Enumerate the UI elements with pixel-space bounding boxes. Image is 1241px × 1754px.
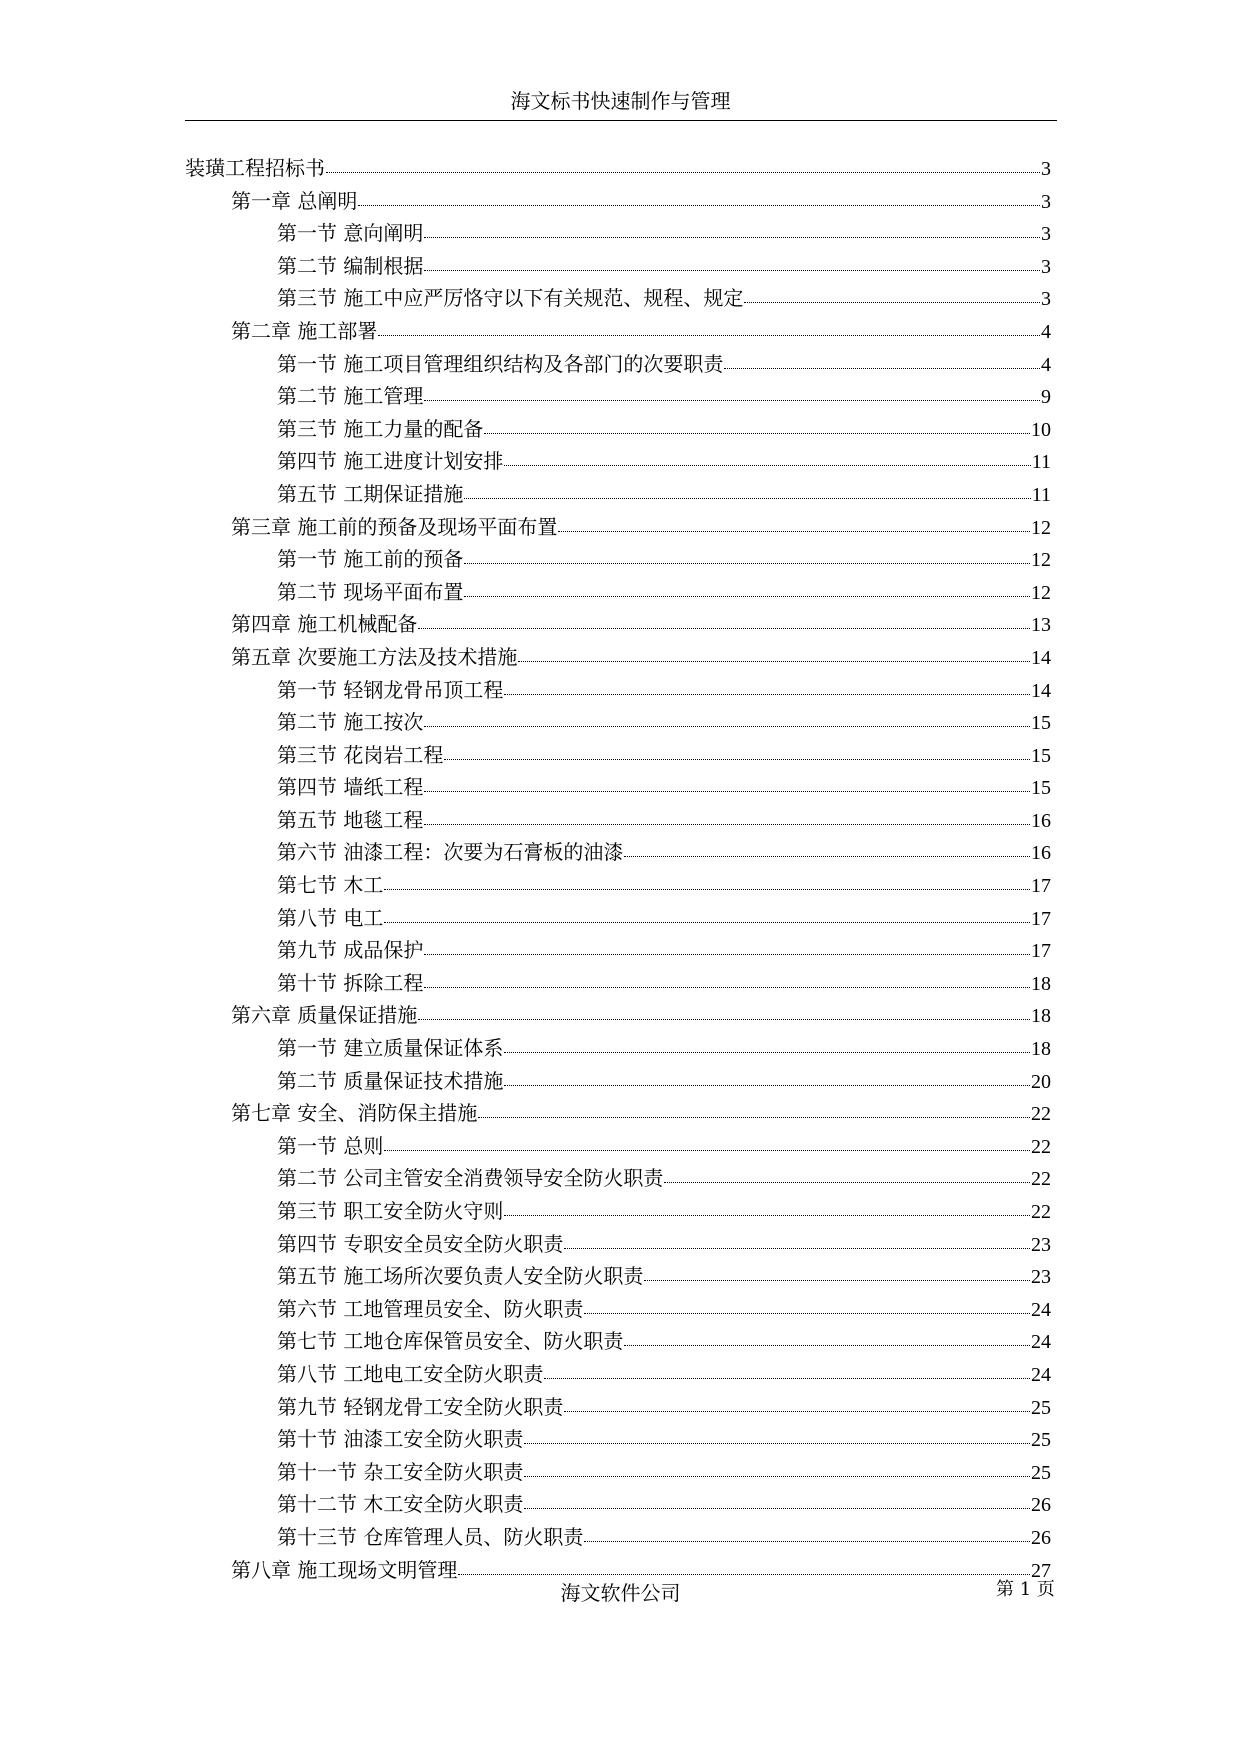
toc-dot-leader bbox=[564, 1247, 1030, 1249]
toc-entry[interactable] bbox=[185, 350, 1051, 383]
toc-entry[interactable] bbox=[185, 1164, 1051, 1197]
toc-entry-page: 11 bbox=[1031, 483, 1051, 506]
toc-entry-page: 3 bbox=[1041, 255, 1051, 278]
toc-entry-label: 装璜工程招标书 bbox=[185, 156, 325, 180]
page-header-title: 海文标书快速制作与管理 bbox=[510, 89, 731, 113]
toc-entry[interactable] bbox=[185, 480, 1051, 513]
toc-entry-label: 第一节 轻钢龙骨吊顶工程 bbox=[277, 677, 504, 702]
toc-entry-label: 第十二节 木工安全防火职责 bbox=[277, 1492, 524, 1517]
toc-entry-label: 第六节 工地管理员安全、防火职责 bbox=[277, 1296, 584, 1321]
toc-entry-page: 24 bbox=[1031, 1298, 1051, 1321]
toc-entry[interactable] bbox=[185, 154, 1051, 187]
toc-entry-label: 第二节 现场平面布置 bbox=[277, 579, 464, 604]
toc-entry-page: 22 bbox=[1031, 1135, 1051, 1158]
toc-entry[interactable] bbox=[185, 1490, 1051, 1523]
toc-entry-page: 22 bbox=[1031, 1103, 1051, 1126]
toc-dot-leader bbox=[424, 986, 1030, 988]
toc-dot-leader bbox=[584, 1312, 1030, 1314]
toc-entry[interactable] bbox=[185, 610, 1051, 643]
toc-entry-label: 第七章 安全、消防保主措施 bbox=[231, 1101, 478, 1126]
toc-dot-leader bbox=[524, 1475, 1030, 1477]
toc-dot-leader bbox=[326, 171, 1040, 173]
toc-entry-label: 第二节 编制根据 bbox=[277, 253, 424, 278]
toc-dot-leader bbox=[424, 953, 1030, 955]
toc-entry-label: 第三章 施工前的预备及现场平面布置 bbox=[231, 514, 558, 539]
toc-entry[interactable] bbox=[185, 1034, 1051, 1067]
toc-dot-leader bbox=[484, 432, 1030, 434]
toc-entry-page: 3 bbox=[1041, 190, 1051, 213]
header-divider bbox=[185, 120, 1057, 121]
toc-entry[interactable] bbox=[185, 1099, 1051, 1132]
toc-dot-leader bbox=[418, 1018, 1030, 1020]
toc-entry-label: 第三节 施工力量的配备 bbox=[277, 416, 484, 441]
toc-entry[interactable] bbox=[185, 578, 1051, 611]
toc-dot-leader bbox=[584, 1540, 1030, 1542]
toc-entry-label: 第七节 工地仓库保管员安全、防火职责 bbox=[277, 1329, 624, 1354]
toc-entry-label: 第三节 职工安全防火守则 bbox=[277, 1199, 504, 1223]
toc-entry[interactable] bbox=[185, 1458, 1051, 1491]
toc-entry-page: 25 bbox=[1031, 1461, 1051, 1484]
toc-entry[interactable] bbox=[185, 838, 1051, 871]
toc-entry[interactable] bbox=[185, 741, 1051, 774]
toc-entry-label: 第八章 施工现场文明管理 bbox=[231, 1557, 458, 1582]
toc-entry[interactable] bbox=[185, 545, 1051, 578]
toc-entry-page: 22 bbox=[1031, 1168, 1051, 1191]
toc-entry[interactable] bbox=[185, 969, 1051, 1002]
toc-entry-label: 第三节 施工中应严厉恪守以下有关规范、规程、规定 bbox=[277, 286, 744, 311]
toc-entry-page: 18 bbox=[1031, 1005, 1051, 1028]
toc-entry[interactable] bbox=[185, 1230, 1051, 1263]
toc-entry[interactable] bbox=[185, 1067, 1051, 1100]
toc-entry-page: 26 bbox=[1031, 1494, 1051, 1517]
toc-entry-label: 第八节 工地电工安全防火职责 bbox=[277, 1361, 544, 1386]
toc-entry-page: 3 bbox=[1041, 223, 1051, 246]
toc-entry[interactable] bbox=[185, 252, 1051, 285]
toc-dot-leader bbox=[504, 1051, 1030, 1053]
toc-entry-label: 第一节 总则 bbox=[277, 1133, 384, 1158]
toc-entry[interactable] bbox=[185, 219, 1051, 252]
toc-dot-leader bbox=[424, 790, 1030, 792]
toc-entry[interactable] bbox=[185, 1523, 1051, 1556]
toc-entry-page: 17 bbox=[1031, 940, 1051, 963]
toc-dot-leader bbox=[458, 1573, 1030, 1575]
toc-entry-label: 第九节 成品保护 bbox=[277, 938, 424, 963]
footer-page-number: 第 1 页 bbox=[996, 1579, 1055, 1600]
toc-dot-leader bbox=[518, 660, 1030, 662]
toc-entry[interactable] bbox=[185, 871, 1051, 904]
toc-entry-label: 第十节 拆除工程 bbox=[277, 970, 424, 995]
toc-entry[interactable] bbox=[185, 1425, 1051, 1458]
toc-dot-leader bbox=[664, 1181, 1030, 1183]
toc-entry-label: 第二节 施工管理 bbox=[277, 384, 424, 409]
toc-entry[interactable] bbox=[185, 382, 1051, 415]
toc-entry-label: 第九节 轻钢龙骨工安全防火职责 bbox=[277, 1394, 564, 1419]
toc-entry-page: 25 bbox=[1031, 1429, 1051, 1452]
toc-dot-leader bbox=[504, 1084, 1030, 1086]
toc-entry-label: 第四节 专职安全员安全防火职责 bbox=[277, 1231, 564, 1256]
toc-entry-page: 15 bbox=[1031, 744, 1051, 767]
toc-dot-leader bbox=[384, 1149, 1030, 1151]
toc-dot-leader bbox=[358, 204, 1040, 206]
toc-entry-page: 10 bbox=[1031, 418, 1051, 441]
toc-dot-leader bbox=[464, 562, 1030, 564]
toc-entry-label: 第一节 施工前的预备 bbox=[277, 547, 464, 572]
toc-entry-label: 第七节 木工 bbox=[277, 873, 384, 898]
toc-entry[interactable] bbox=[185, 806, 1051, 839]
toc-entry-page: 17 bbox=[1031, 907, 1051, 930]
toc-entry-label: 第十一节 杂工安全防火职责 bbox=[277, 1459, 524, 1484]
toc-entry-page: 15 bbox=[1031, 777, 1051, 800]
toc-entry-page: 3 bbox=[1041, 288, 1051, 311]
toc-dot-leader bbox=[418, 627, 1030, 629]
toc-dot-leader bbox=[724, 367, 1040, 369]
toc-dot-leader bbox=[564, 1410, 1030, 1412]
toc-dot-leader bbox=[504, 693, 1030, 695]
toc-entry[interactable] bbox=[185, 1327, 1051, 1360]
toc-entry-page: 15 bbox=[1031, 712, 1051, 735]
toc-dot-leader bbox=[444, 758, 1030, 760]
toc-dot-leader bbox=[384, 921, 1030, 923]
toc-entry-page: 11 bbox=[1031, 451, 1051, 474]
toc-dot-leader bbox=[644, 1279, 1030, 1281]
toc-dot-leader bbox=[424, 269, 1040, 271]
toc-dot-leader bbox=[624, 855, 1030, 857]
toc-dot-leader bbox=[478, 1116, 1030, 1118]
toc-entry[interactable] bbox=[185, 1262, 1051, 1295]
toc-entry[interactable] bbox=[185, 643, 1051, 676]
toc-entry-page: 24 bbox=[1031, 1363, 1051, 1386]
toc-entry-page: 16 bbox=[1031, 842, 1051, 865]
toc-entry-page: 18 bbox=[1031, 1038, 1051, 1061]
toc-entry-label: 第四章 施工机械配备 bbox=[231, 612, 418, 637]
toc-dot-leader bbox=[624, 1344, 1030, 1346]
toc-entry-label: 第一节 施工项目管理组织结构及各部门的次要职责 bbox=[277, 351, 724, 376]
toc-entry-page: 23 bbox=[1031, 1233, 1051, 1256]
toc-entry-page: 3 bbox=[1041, 158, 1051, 180]
toc-entry[interactable] bbox=[185, 904, 1051, 937]
toc-dot-leader bbox=[464, 497, 1030, 499]
toc-entry-page: 20 bbox=[1031, 1070, 1051, 1093]
toc-entry-label: 第三节 花岗岩工程 bbox=[277, 742, 444, 767]
toc-entry-label: 第五节 地毯工程 bbox=[277, 807, 424, 832]
toc-entry-label: 第五节 工期保证措施 bbox=[277, 481, 464, 506]
toc-entry-page: 22 bbox=[1031, 1201, 1051, 1223]
toc-entry[interactable] bbox=[185, 317, 1051, 350]
toc-entry-page: 12 bbox=[1031, 516, 1051, 539]
toc-dot-leader bbox=[378, 334, 1040, 336]
toc-entry[interactable] bbox=[185, 187, 1051, 220]
toc-dot-leader bbox=[424, 725, 1030, 727]
toc-dot-leader bbox=[544, 1377, 1030, 1379]
toc-dot-leader bbox=[504, 464, 1030, 466]
toc-entry-label: 第一节 建立质量保证体系 bbox=[277, 1036, 504, 1061]
toc-entry-page: 27 bbox=[1031, 1559, 1051, 1582]
toc-entry[interactable] bbox=[185, 513, 1051, 546]
toc-entry-label: 第八节 电工 bbox=[277, 905, 384, 930]
toc-entry-page: 16 bbox=[1031, 809, 1051, 832]
toc-entry-label: 第一章 总阐明 bbox=[231, 188, 358, 213]
toc-entry-label: 第五节 施工场所次要负责人安全防火职责 bbox=[277, 1264, 644, 1289]
toc-entry-label: 第六节 油漆工程：次要为石膏板的油漆 bbox=[277, 840, 624, 865]
toc-entry-page: 9 bbox=[1041, 386, 1051, 409]
toc-entry-label: 第四节 墙纸工程 bbox=[277, 775, 424, 800]
toc-entry-label: 第五章 次要施工方法及技术措施 bbox=[231, 644, 518, 669]
toc-entry-label: 第六章 质量保证措施 bbox=[231, 1003, 418, 1028]
toc-entry-label: 第二章 施工部署 bbox=[231, 318, 378, 343]
toc-entry[interactable] bbox=[185, 1360, 1051, 1393]
toc-entry-page: 23 bbox=[1031, 1266, 1051, 1289]
toc-dot-leader bbox=[384, 888, 1030, 890]
toc-dot-leader bbox=[464, 595, 1030, 597]
toc-entry-page: 24 bbox=[1031, 1331, 1051, 1354]
toc-entry-page: 26 bbox=[1031, 1526, 1051, 1549]
toc-entry[interactable] bbox=[185, 284, 1051, 317]
toc-dot-leader bbox=[504, 1214, 1030, 1216]
toc-entry[interactable] bbox=[185, 708, 1051, 741]
toc-entry-page: 4 bbox=[1041, 320, 1051, 343]
toc-entry-label: 第一节 意向阐明 bbox=[277, 221, 424, 246]
toc-entry[interactable] bbox=[185, 415, 1051, 448]
toc-entry[interactable] bbox=[185, 1132, 1051, 1165]
toc-entry[interactable] bbox=[185, 676, 1051, 709]
table-of-contents bbox=[185, 154, 1051, 1588]
toc-entry-page: 12 bbox=[1031, 581, 1051, 604]
toc-dot-leader bbox=[424, 823, 1030, 825]
toc-entry[interactable] bbox=[185, 936, 1051, 969]
toc-entry-page: 14 bbox=[1031, 679, 1051, 702]
toc-entry[interactable] bbox=[185, 1295, 1051, 1328]
footer-company: 海文软件公司 bbox=[560, 1581, 681, 1605]
toc-entry-page: 12 bbox=[1031, 549, 1051, 572]
toc-entry-label: 第二节 施工按次 bbox=[277, 710, 424, 735]
toc-dot-leader bbox=[524, 1507, 1030, 1509]
toc-entry-label: 第四节 施工进度计划安排 bbox=[277, 449, 504, 474]
toc-entry-page: 25 bbox=[1031, 1396, 1051, 1419]
toc-dot-leader bbox=[558, 530, 1030, 532]
toc-entry-page: 14 bbox=[1031, 646, 1051, 669]
toc-entry-page: 13 bbox=[1031, 614, 1051, 637]
toc-dot-leader bbox=[424, 399, 1040, 401]
toc-dot-leader bbox=[524, 1442, 1030, 1444]
toc-entry[interactable] bbox=[185, 773, 1051, 806]
toc-entry[interactable] bbox=[185, 447, 1051, 480]
toc-entry-page: 4 bbox=[1041, 353, 1051, 376]
toc-entry-label: 第二节 公司主管安全消费领导安全防火职责 bbox=[277, 1166, 664, 1191]
toc-entry[interactable] bbox=[185, 1393, 1051, 1426]
toc-entry-label: 第十三节 仓库管理人员、防火职责 bbox=[277, 1524, 584, 1549]
toc-entry-page: 17 bbox=[1031, 875, 1051, 898]
toc-entry[interactable] bbox=[185, 1001, 1051, 1034]
toc-entry-label: 第二节 质量保证技术措施 bbox=[277, 1068, 504, 1093]
toc-dot-leader bbox=[744, 301, 1040, 303]
toc-dot-leader bbox=[424, 236, 1040, 238]
toc-entry-label: 第十节 油漆工安全防火职责 bbox=[277, 1427, 524, 1452]
toc-entry[interactable] bbox=[185, 1197, 1051, 1230]
toc-entry-page: 18 bbox=[1031, 972, 1051, 995]
